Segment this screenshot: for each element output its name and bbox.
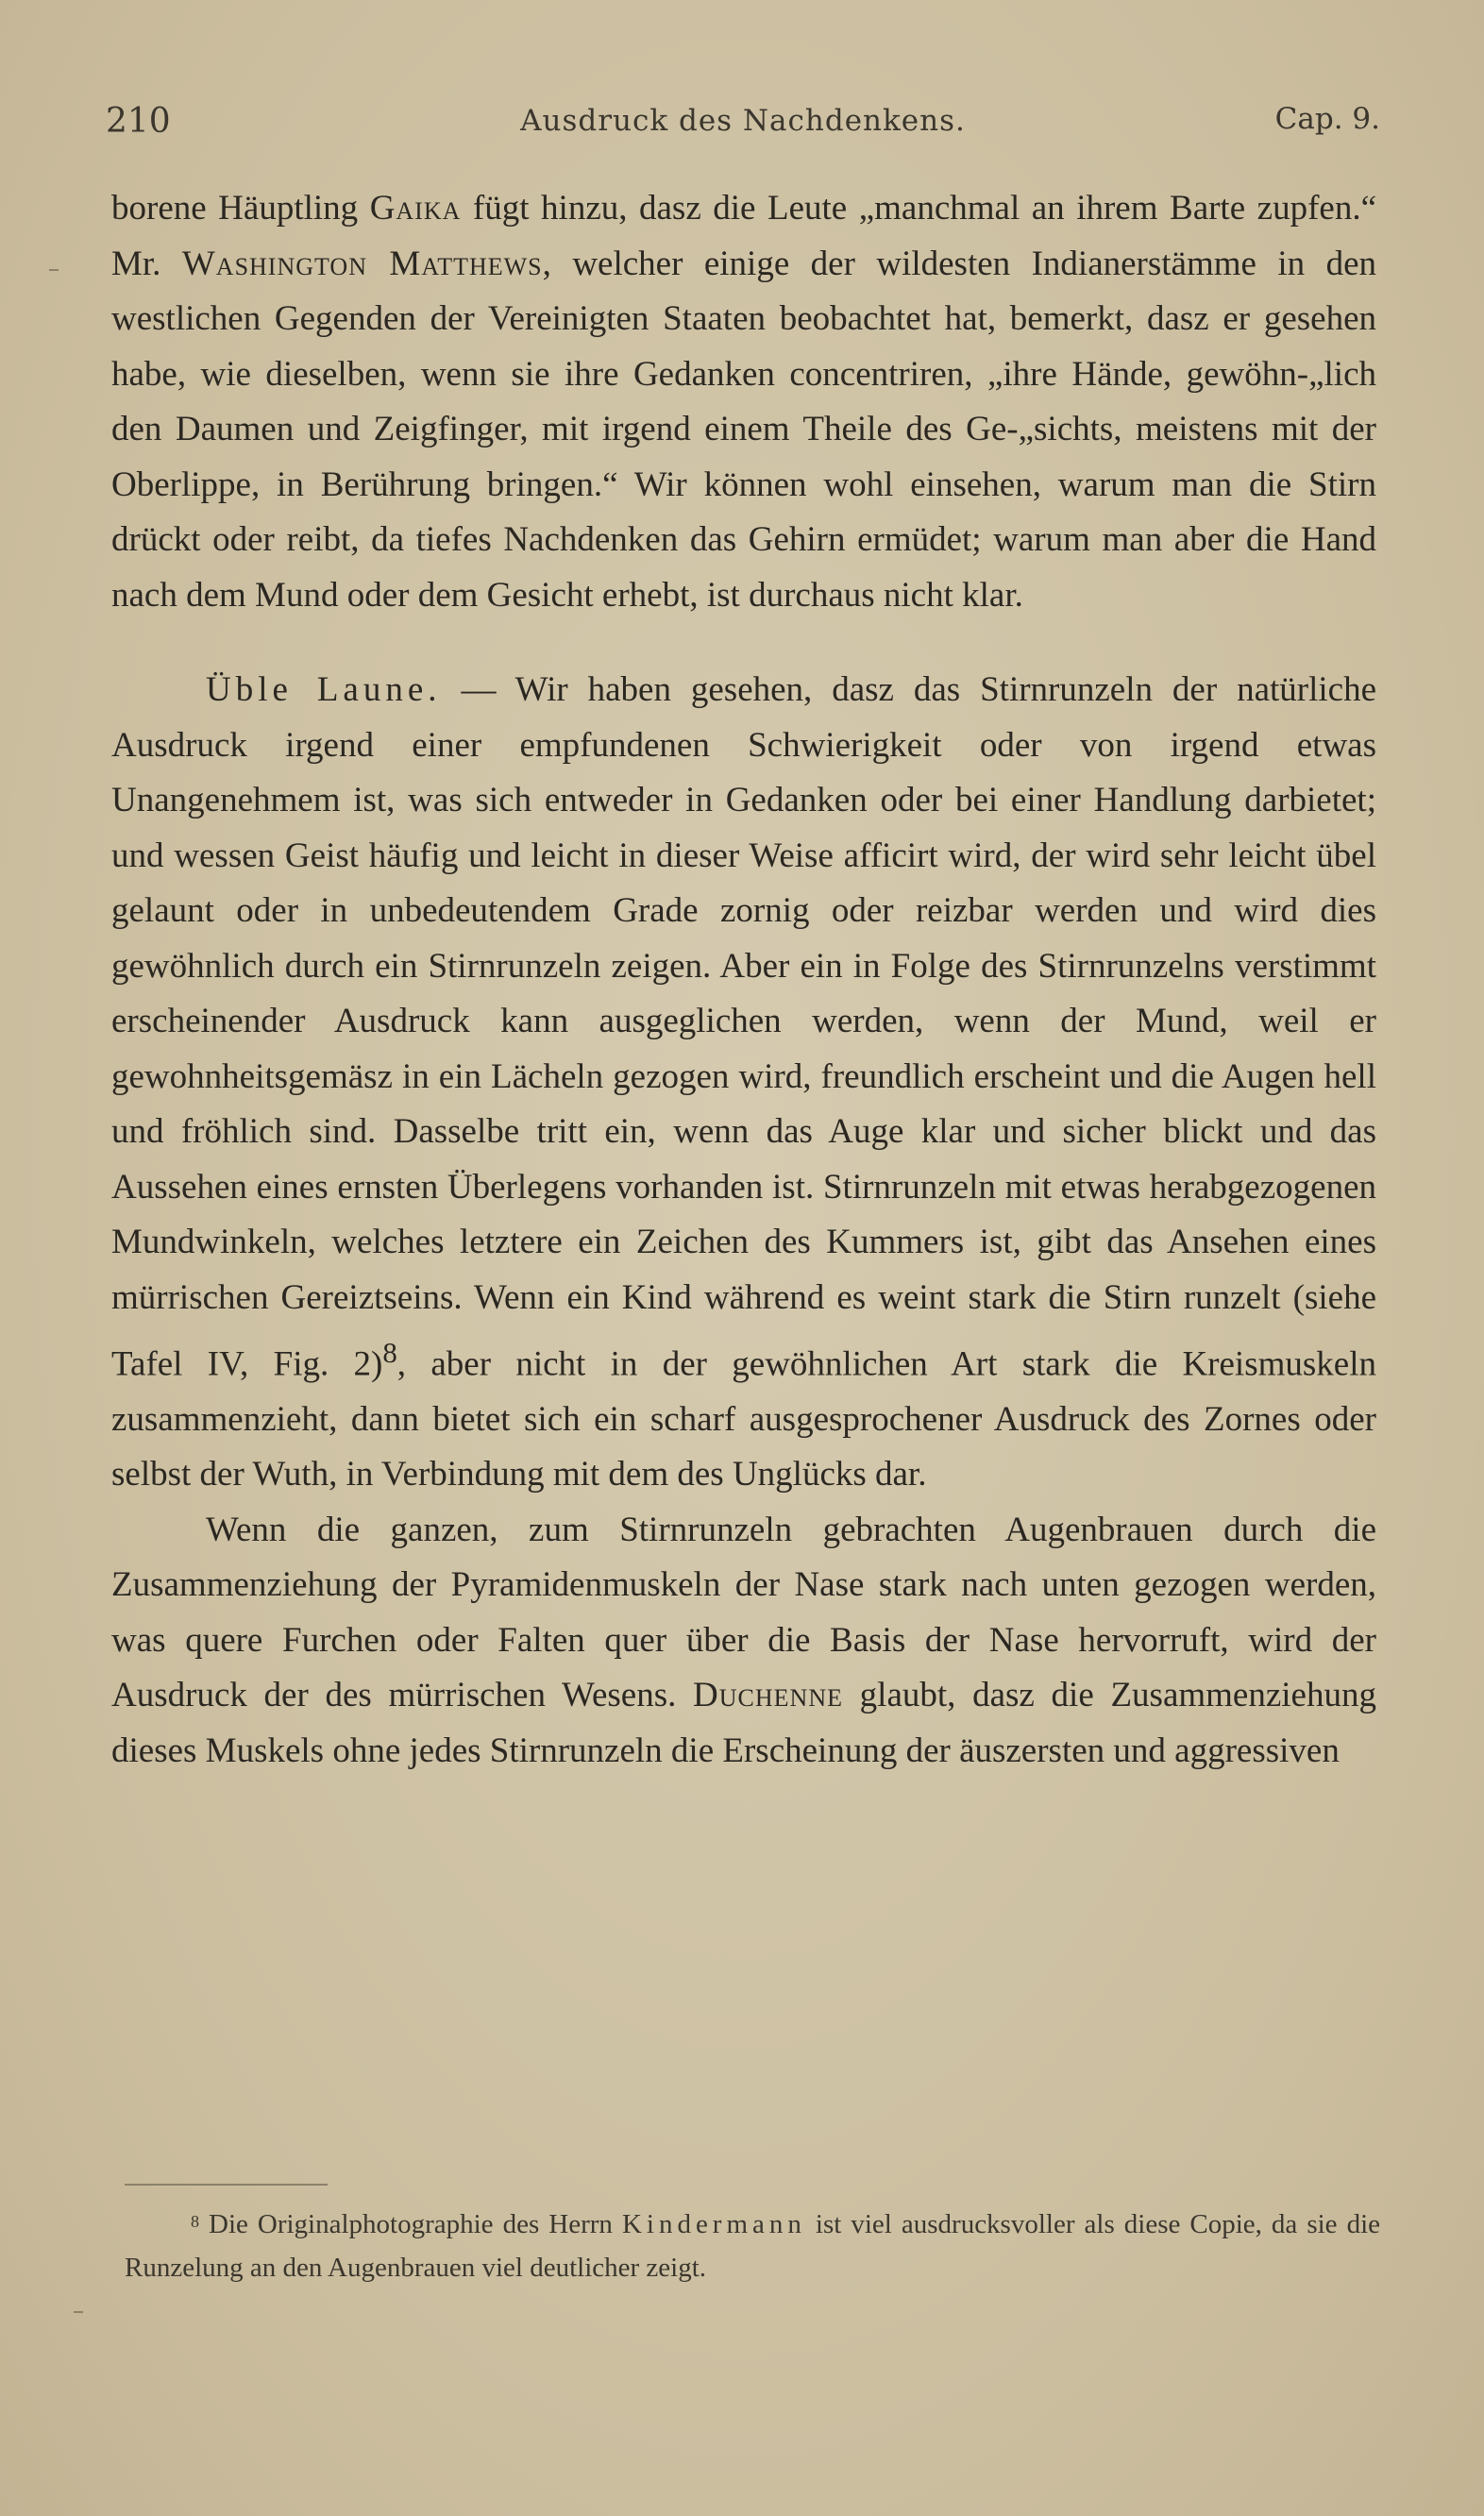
paragraph-1: borene Häuptling Gaika fügt hinzu, dasz die Leute „manchmal an ihrem Barte zupfen.“ Mr. Washington Matthews, welcher einige der wildesten Indianerstämme in den westlichen Gegenden der Vereinigten Staaten beobachtet hat, bemerkt, dasz er gesehen habe, wie dieselben, wenn sie ihre Gedanken concentriren, „ihre Hände, gewöhn-„lich den Daumen und Zeigfinger, mit irgend einem Theile des Ge-„sichts, meistens mit der Oberlippe, in Berührung bringen.“ Wir können wohl einsehen, warum man die Stirn drückt oder reibt, da tiefes Nachdenken das Gehirn ermüdet; warum man aber die Hand nach dem Mund oder dem Gesicht erhebt, ist durchaus nicht klar. xyxy=(111,189,1377,615)
person-name: Kindermann xyxy=(621,2209,806,2239)
footnote-marker: 8 xyxy=(191,2212,199,2231)
main-text xyxy=(111,181,1376,1779)
chapter-label: Cap. 9. xyxy=(1274,102,1380,136)
margin-mark xyxy=(49,269,59,271)
page-number: 210 xyxy=(106,102,171,141)
section-heading: Üble Laune. xyxy=(206,670,442,709)
running-header xyxy=(106,94,1380,151)
footnote-reference: 8 xyxy=(382,1337,397,1369)
footnote: $^8$ Die Originalphotographie des Herrn Kindermann ist viel ausdrucksvoller als diese Copie, da sie die Runzelung an den Augenbrauen viel deutlicher zeigt. xyxy=(125,2209,1380,2283)
paragraph-2: Üble Laune. — Wir haben gesehen, dasz das Stirnrunzeln der natürliche Ausdruck irgend einer empfundenen Schwierigkeit oder von irgend etwas Unangenehmem ist, was sich entweder in Gedanken oder bei einer Handlung darbietet; und wessen Geist häufig und leicht in dieser Weise afficirt wird, der wird sehr leicht übel gelaunt oder in unbedeutendem Grade zornig oder reizbar werden und wird dies gewöhnlich durch ein Stirnrunzeln zeigen. Aber ein in Folge des Stirnrunzelns verstimmt erscheinender Ausdruck kann ausgeglichen werden, wenn der Mund, weil er gewohnheitsgemäsz in ein Lächeln gezogen wird, freundlich erscheint und die Augen hell und fröhlich sind. Dasselbe tritt ein, wenn das Auge klar und sicher blickt und das Aussehen eines ernsten Überlegens vorhanden ist. Stirnrunzeln mit etwas herabgezogenen Mundwinkeln, welches letztere ein Zeichen des Kummers ist, gibt das Ansehen eines mürrischen Gereiztseins. Wenn ein Kind während es weint stark die Stirn runzelt (siehe Tafel IV, Fig. 2)$^8$, aber nicht in der gewöhnlichen Art stark die Kreismuskeln zusammenzieht, dann bietet sich ein scharf ausgesprochener Ausdruck des Zornes oder selbst der Wuth, in Verbindung mit dem des Unglücks dar. xyxy=(111,670,1376,1494)
footnote-divider xyxy=(125,2184,328,2186)
author-name: Washington Matthews xyxy=(181,244,543,283)
author-name: Gaika xyxy=(369,189,462,228)
margin-mark xyxy=(74,2311,83,2313)
author-name: Duchenne xyxy=(693,1676,843,1715)
running-title: Ausdruck des Nachdenkens. xyxy=(520,104,966,138)
paragraph-3: Wenn die ganzen, zum Stirnrunzeln gebrachten Augenbrauen durch die Zusammenziehung der Pyramidenmuskeln der Nase stark nach unten gezogen werden, was quere Furchen oder Falten quer über die Basis der Nase hervorruft, wird der Ausdruck der des mürrischen Wesens. Duchenne glaubt, dasz die Zusammenziehung dieses Muskels ohne jedes Stirnrunzeln die Erscheinung der äuszersten und aggressiven xyxy=(111,1510,1376,1770)
